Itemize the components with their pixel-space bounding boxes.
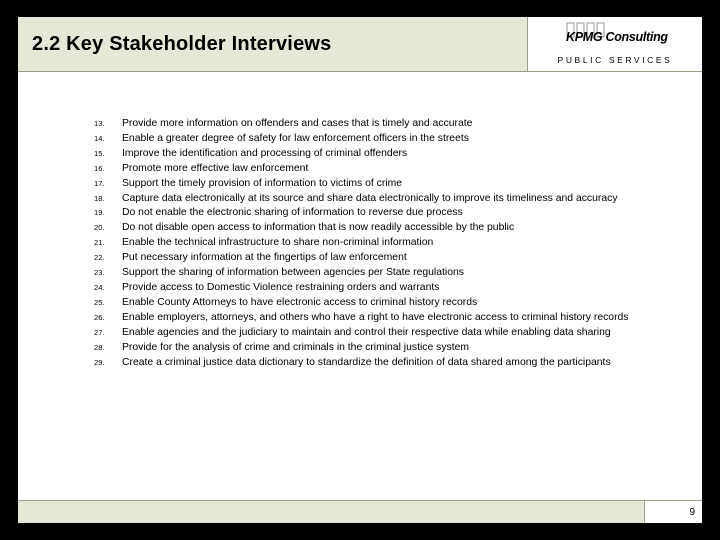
list-item [94, 356, 674, 371]
page-title: 2.2 Key Stakeholder Interviews [32, 33, 332, 55]
list-item [94, 296, 674, 311]
list-item-number: 26. [94, 312, 105, 322]
page-number-box [644, 500, 702, 523]
list-item-text: Provide access to Domestic Violence restraining orders and warrants [122, 281, 440, 293]
list-item-text: Capture data electronically at its source and share data electronically to improve its timeliness and accuracy [122, 192, 618, 204]
list-item-text: Improve the identification and processing of criminal offenders [122, 147, 408, 159]
list-item-number: 17. [94, 178, 105, 188]
list-item-number: 22. [94, 253, 105, 263]
list-item [94, 147, 674, 162]
list-item-text: Promote more effective law enforcement [122, 162, 309, 174]
list-item [94, 192, 674, 207]
page-number: 9 [689, 507, 695, 518]
title-bar [18, 17, 528, 72]
brand-block [528, 17, 702, 72]
brand-tagline: PUBLIC SERVICES [557, 55, 673, 65]
list-item-number: 15. [94, 148, 105, 158]
list-item-text: Enable the technical infrastructure to share non-criminal information [122, 237, 434, 249]
list-item-number: 21. [94, 238, 105, 248]
list-item [94, 236, 674, 251]
list-item [94, 117, 674, 132]
list-item-number: 16. [94, 163, 105, 173]
list-item [94, 341, 674, 356]
list-item [94, 206, 674, 221]
list-item [94, 281, 674, 296]
list-item-number: 20. [94, 223, 105, 233]
list-item [94, 326, 674, 341]
list-item-number: 18. [94, 193, 105, 203]
list-item-text: Support the timely provision of information to victims of crime [122, 177, 403, 189]
brand-name: KPMG Consulting [566, 30, 668, 44]
list-item [94, 132, 674, 147]
list-item [94, 221, 674, 236]
stakeholder-list [94, 117, 674, 370]
list-item [94, 177, 674, 192]
footer-bar [18, 500, 644, 523]
list-item [94, 311, 674, 326]
list-item-text: Enable a greater degree of safety for law enforcement officers in the streets [122, 132, 469, 144]
list-item-number: 28. [94, 342, 105, 352]
list-item-text: Do not enable the electronic sharing of information to reverse due process [122, 207, 463, 219]
list-item [94, 266, 674, 281]
list-item-text: Support the sharing of information between agencies per State regulations [122, 267, 464, 279]
list-item-text: Enable County Attorneys to have electronic access to criminal history records [122, 296, 478, 308]
list-item-text: Put necessary information at the fingertips of law enforcement [122, 252, 407, 264]
list-item-text: Provide more information on offenders and cases that is timely and accurate [122, 118, 473, 129]
list-item [94, 162, 674, 177]
list-item-text: Enable agencies and the judiciary to maintain and control their respective data while enabling data sharing [122, 326, 611, 338]
list-item-number: 23. [94, 268, 105, 278]
list-item-number: 14. [94, 133, 105, 143]
list-item-text: Provide for the analysis of crime and criminals in the criminal justice system [122, 341, 470, 353]
list-item-number: 29. [94, 357, 105, 367]
list-item-number: 27. [94, 327, 105, 337]
list-item-number: 19. [94, 208, 105, 218]
list-item-text: Do not disable open access to information that is now readily accessible by the public [122, 222, 515, 234]
list-item-number: 24. [94, 282, 105, 292]
list-item-text: Enable employers, attorneys, and others who have a right to have electronic access to criminal history records [122, 311, 629, 323]
list-item [94, 251, 674, 266]
list-item-number: 13. [94, 119, 105, 128]
list-item-text: Create a criminal justice data dictionary to standardize the definition of data shared among the participants [122, 356, 611, 368]
list-item-number: 25. [94, 297, 105, 307]
